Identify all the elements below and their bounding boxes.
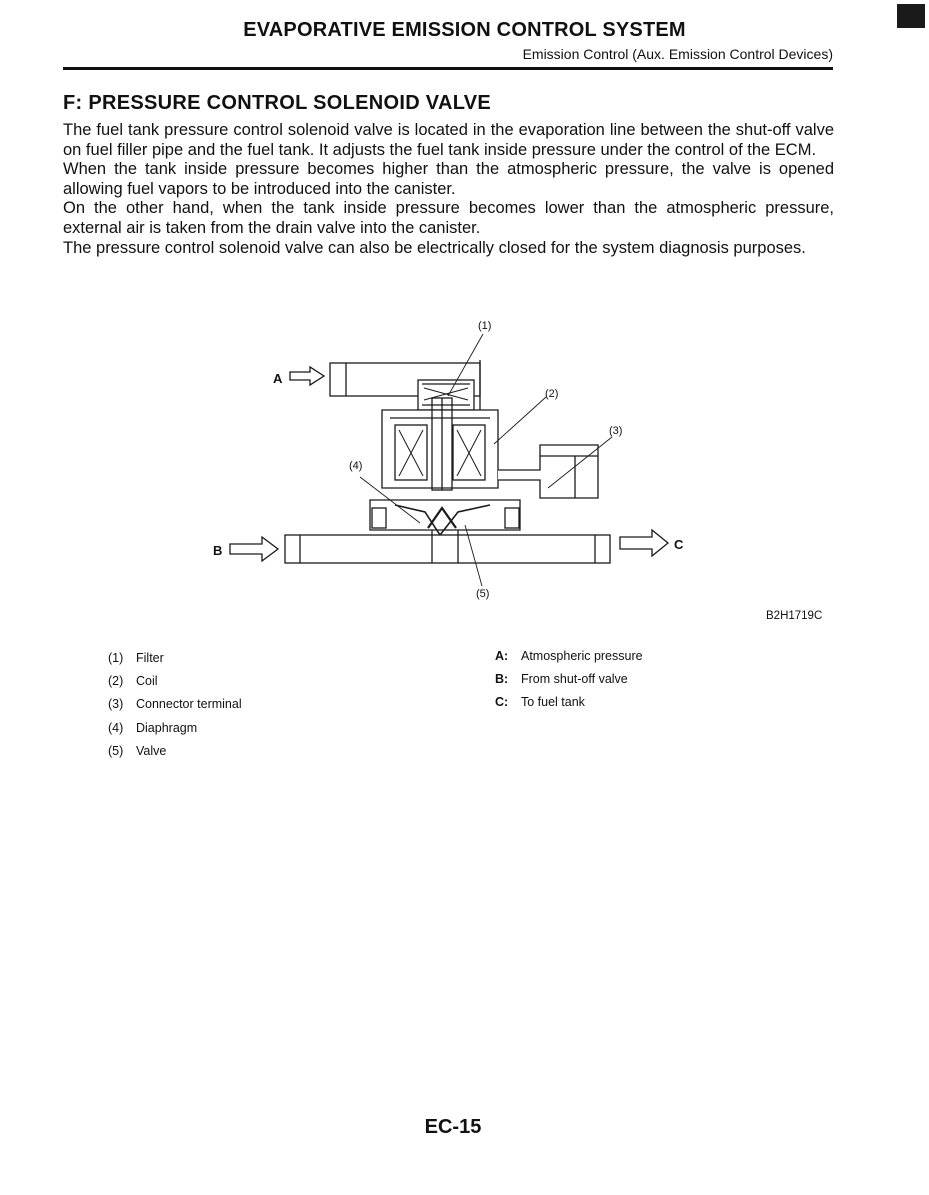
callout-3: (3) (609, 425, 623, 437)
port-label-c: C (674, 537, 684, 552)
diaphragm-chamber (370, 500, 520, 535)
legend-item: (3) Connector terminal (108, 697, 242, 712)
section-title: F: PRESSURE CONTROL SOLENOID VALVE (63, 92, 492, 114)
figure-code: B2H1719C (766, 610, 823, 622)
page-number: EC-15 (424, 1116, 482, 1138)
header-subtitle: Emission Control (Aux. Emission Control Devices) (522, 46, 833, 62)
legend-item: (1) Filter (108, 651, 164, 665)
arrow-a-icon (290, 367, 324, 385)
paragraph: The pressure control solenoid valve can also be electrically closed for the system diagnosis purposes. (63, 238, 806, 257)
arrow-b-icon (230, 537, 278, 561)
legend-item: (2) Coil (108, 674, 158, 689)
ports-legend (495, 649, 643, 719)
paragraph: When the tank inside pressure becomes higher than the atmospheric pressure, the valve is opened allowing fuel vapors to be introduced into the canister. (63, 160, 834, 198)
legend-item: B: From shut-off valve (495, 672, 628, 687)
main-pipe (285, 530, 610, 563)
port-label-b: B (213, 543, 223, 558)
callout-5: (5) (476, 588, 490, 600)
legend-item: C: To fuel tank (495, 695, 585, 710)
arrow-c-icon (620, 530, 668, 556)
parts-legend (108, 651, 242, 767)
port-label-a: A (273, 371, 283, 386)
callout-1: (1) (478, 320, 492, 332)
callout-4: (4) (349, 460, 363, 472)
callout-2: (2) (545, 388, 559, 400)
paragraph: The fuel tank pressure control solenoid valve is located in the evaporation line between the shut-off valve on fuel filler pipe and the fuel tank. It adjusts the fuel tank inside pressure under the control of the ECM. (63, 121, 834, 159)
connector-terminal (498, 445, 598, 498)
header-title: EVAPORATIVE EMISSION CONTROL SYSTEM (243, 19, 686, 41)
filter-housing (418, 380, 474, 410)
legend-item: (5) Valve (108, 743, 167, 758)
leader-line-2 (494, 397, 546, 444)
paragraph: On the other hand, when the tank inside pressure becomes lower than the atmospheric pressure, external air is taken from the drain valve into the canister. (63, 199, 834, 237)
solenoid-body (382, 398, 498, 490)
legend-item: A: Atmospheric pressure (495, 649, 643, 663)
legend-item: (4) Diaphragm (108, 720, 198, 735)
